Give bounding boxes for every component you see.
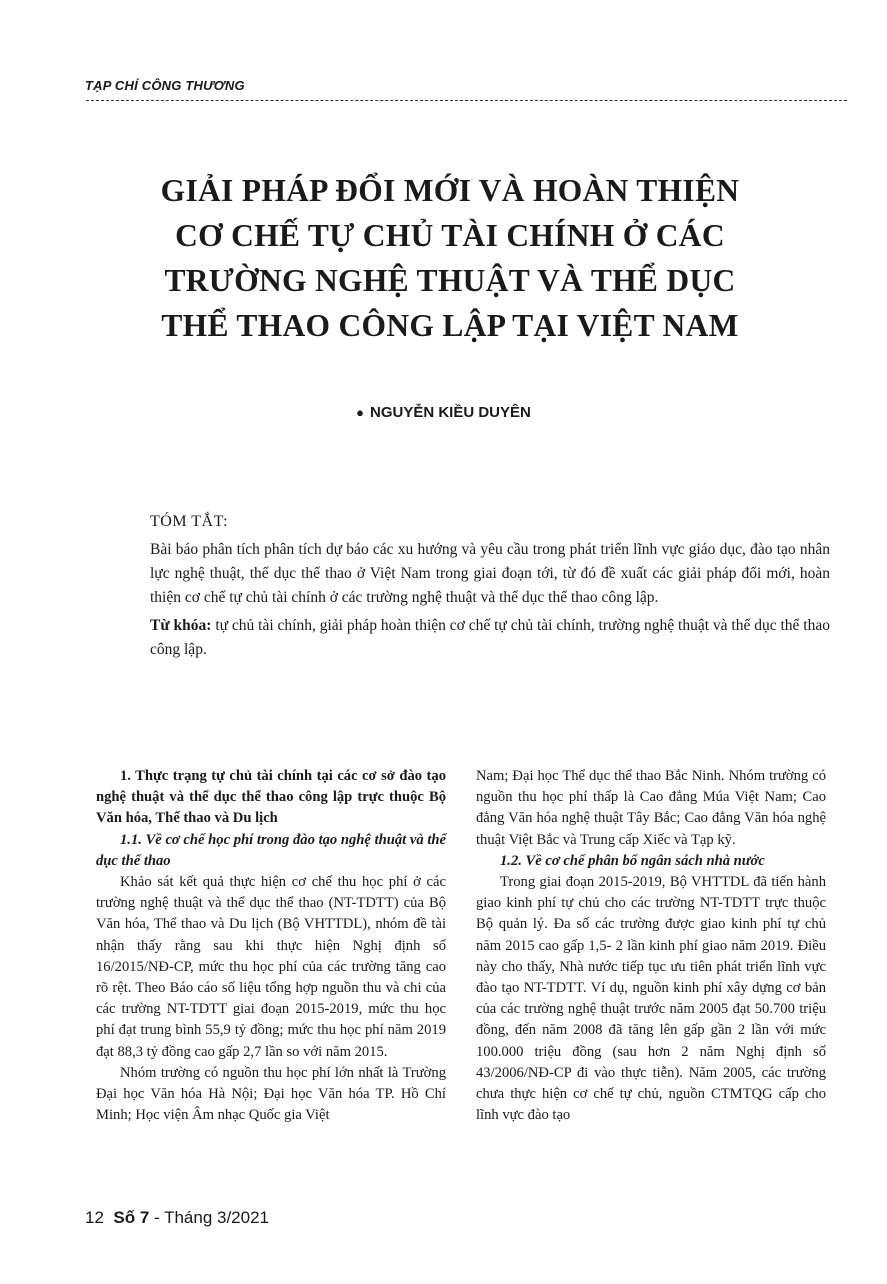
body-paragraph: Khảo sát kết quả thực hiện cơ chế thu học phí ở các trường nghệ thuật và thể dục thể thao (NT-TDTT) của Bộ Văn hóa, Thể thao và Du lịch (Bộ VHTTDL), nhóm đề tài nhận thấy rằng sau khi thực hiện Nghị định số 16/2015/NĐ-CP, mức thu học phí của các trường tăng cao rõ rệt. Theo Báo cáo số liệu tổng hợp nguồn thu và chi của các trường NT-TDTT giai đoạn 2015-2019, mức thu học phí đạt trung bình 55,9 tỷ đồng; mức thu học phí năm 2019 đạt 88,3 tỷ đồng cao gấp 2,7 lần so với năm 2015. (96, 874, 446, 1060)
author-line (0, 404, 887, 421)
body-column-right (476, 766, 826, 1126)
body-column-left (96, 766, 446, 1126)
keywords-text: tự chủ tài chính, giải pháp hoàn thiện cơ chế tự chủ tài chính, trường nghệ thuật và thể dục thể thao công lập. (150, 617, 830, 658)
bullet-icon: ● (356, 405, 364, 420)
abstract-text: Bài báo phân tích phân tích dự báo các xu hướng và yêu cầu trong phát triển lĩnh vực giáo dục, đào tạo nhân lực nghệ thuật, thể dục thể thao ở Việt Nam trong giai đoạn tới, từ đó đề xuất các giải pháp đổi mới, hoàn thiện cơ chế tự chủ tài chính ở các trường nghệ thuật và thể dục thể thao công lập. (150, 541, 830, 606)
title-line: CƠ CHẾ TỰ CHỦ TÀI CHÍNH Ở CÁC (175, 218, 725, 253)
header-divider (86, 100, 847, 101)
title-line: TRƯỜNG NGHỆ THUẬT VÀ THỂ DỤC (164, 263, 736, 298)
body-paragraph: Nam; Đại học Thể dục thể thao Bắc Ninh. Nhóm trường có nguồn thu học phí thấp là Cao đẳng Múa Việt Nam; Cao đẳng Văn hóa nghệ thuật Tây Bắc; Cao đẳng Văn hóa nghệ thuật Việt Bắc và Trung cấp Xiếc và Tạp kỹ. (476, 768, 826, 848)
keywords-label: Từ khóa: (150, 617, 212, 634)
title-line: THỂ THAO CÔNG LẬP TẠI VIỆT NAM (161, 308, 739, 343)
title-line: GIẢI PHÁP ĐỔI MỚI VÀ HOÀN THIỆN (160, 173, 740, 208)
issue-number: Số 7 (113, 1208, 150, 1227)
page-footer (85, 1208, 269, 1228)
subsection-heading: 1.2. Về cơ chế phân bổ ngân sách nhà nước (500, 852, 765, 869)
body-paragraph: Trong giai đoạn 2015-2019, Bộ VHTTDL đã tiến hành giao kinh phí tự chủ cho các trường NT-TDTT trực thuộc Bộ quản lý. Đa số các trường được giao kinh phí tự chủ năm 2015 cao gấp 1,5- 2 lần kinh phí giao năm 2019. Điều này cho thấy, Nhà nước tiếp tục ưu tiên phát triển lĩnh vực đào tạo NT-TDTT. Ví dụ, nguồn kinh phí xây dựng cơ bản của các trường nghệ thuật trước năm 2005 đạt 50.700 triệu đồng, đến năm 2008 đã tăng lên gấp gần 2 lần với mức 100.000 triệu đồng (sau hơn 2 năm Nghị định số 43/2006/NĐ-CP đi vào thực tiễn). Năm 2005, các trường chưa thực hiện cơ chế tự chủ, nguồn CTMTQG cấp cho lĩnh vực đào tạo (476, 874, 826, 1124)
author-name: NGUYỄN KIỀU DUYÊN (370, 404, 531, 421)
keywords (150, 614, 830, 662)
issue-date: - Tháng 3/2021 (149, 1208, 270, 1227)
body-paragraph: Nhóm trường có nguồn thu học phí lớn nhất là Trường Đại học Văn hóa Hà Nội; Đại học Văn hóa TP. Hồ Chí Minh; Học viện Âm nhạc Quốc gia Việt (96, 1064, 446, 1124)
page-number: 12 (85, 1208, 104, 1227)
abstract (150, 510, 830, 662)
article-title (100, 168, 800, 348)
abstract-label: TÓM TẮT: (150, 513, 229, 530)
journal-name: TẠP CHÍ CÔNG THƯƠNG (85, 78, 245, 93)
section-heading: 1. Thực trạng tự chủ tài chính tại các cơ sở đào tạo nghệ thuật và thể dục thể thao công lập trực thuộc Bộ Văn hóa, Thể thao và Du lịch (96, 768, 446, 827)
subsection-heading: 1.1. Về cơ chế học phí trong đào tạo nghệ thuật và thể dục thể thao (96, 831, 446, 869)
